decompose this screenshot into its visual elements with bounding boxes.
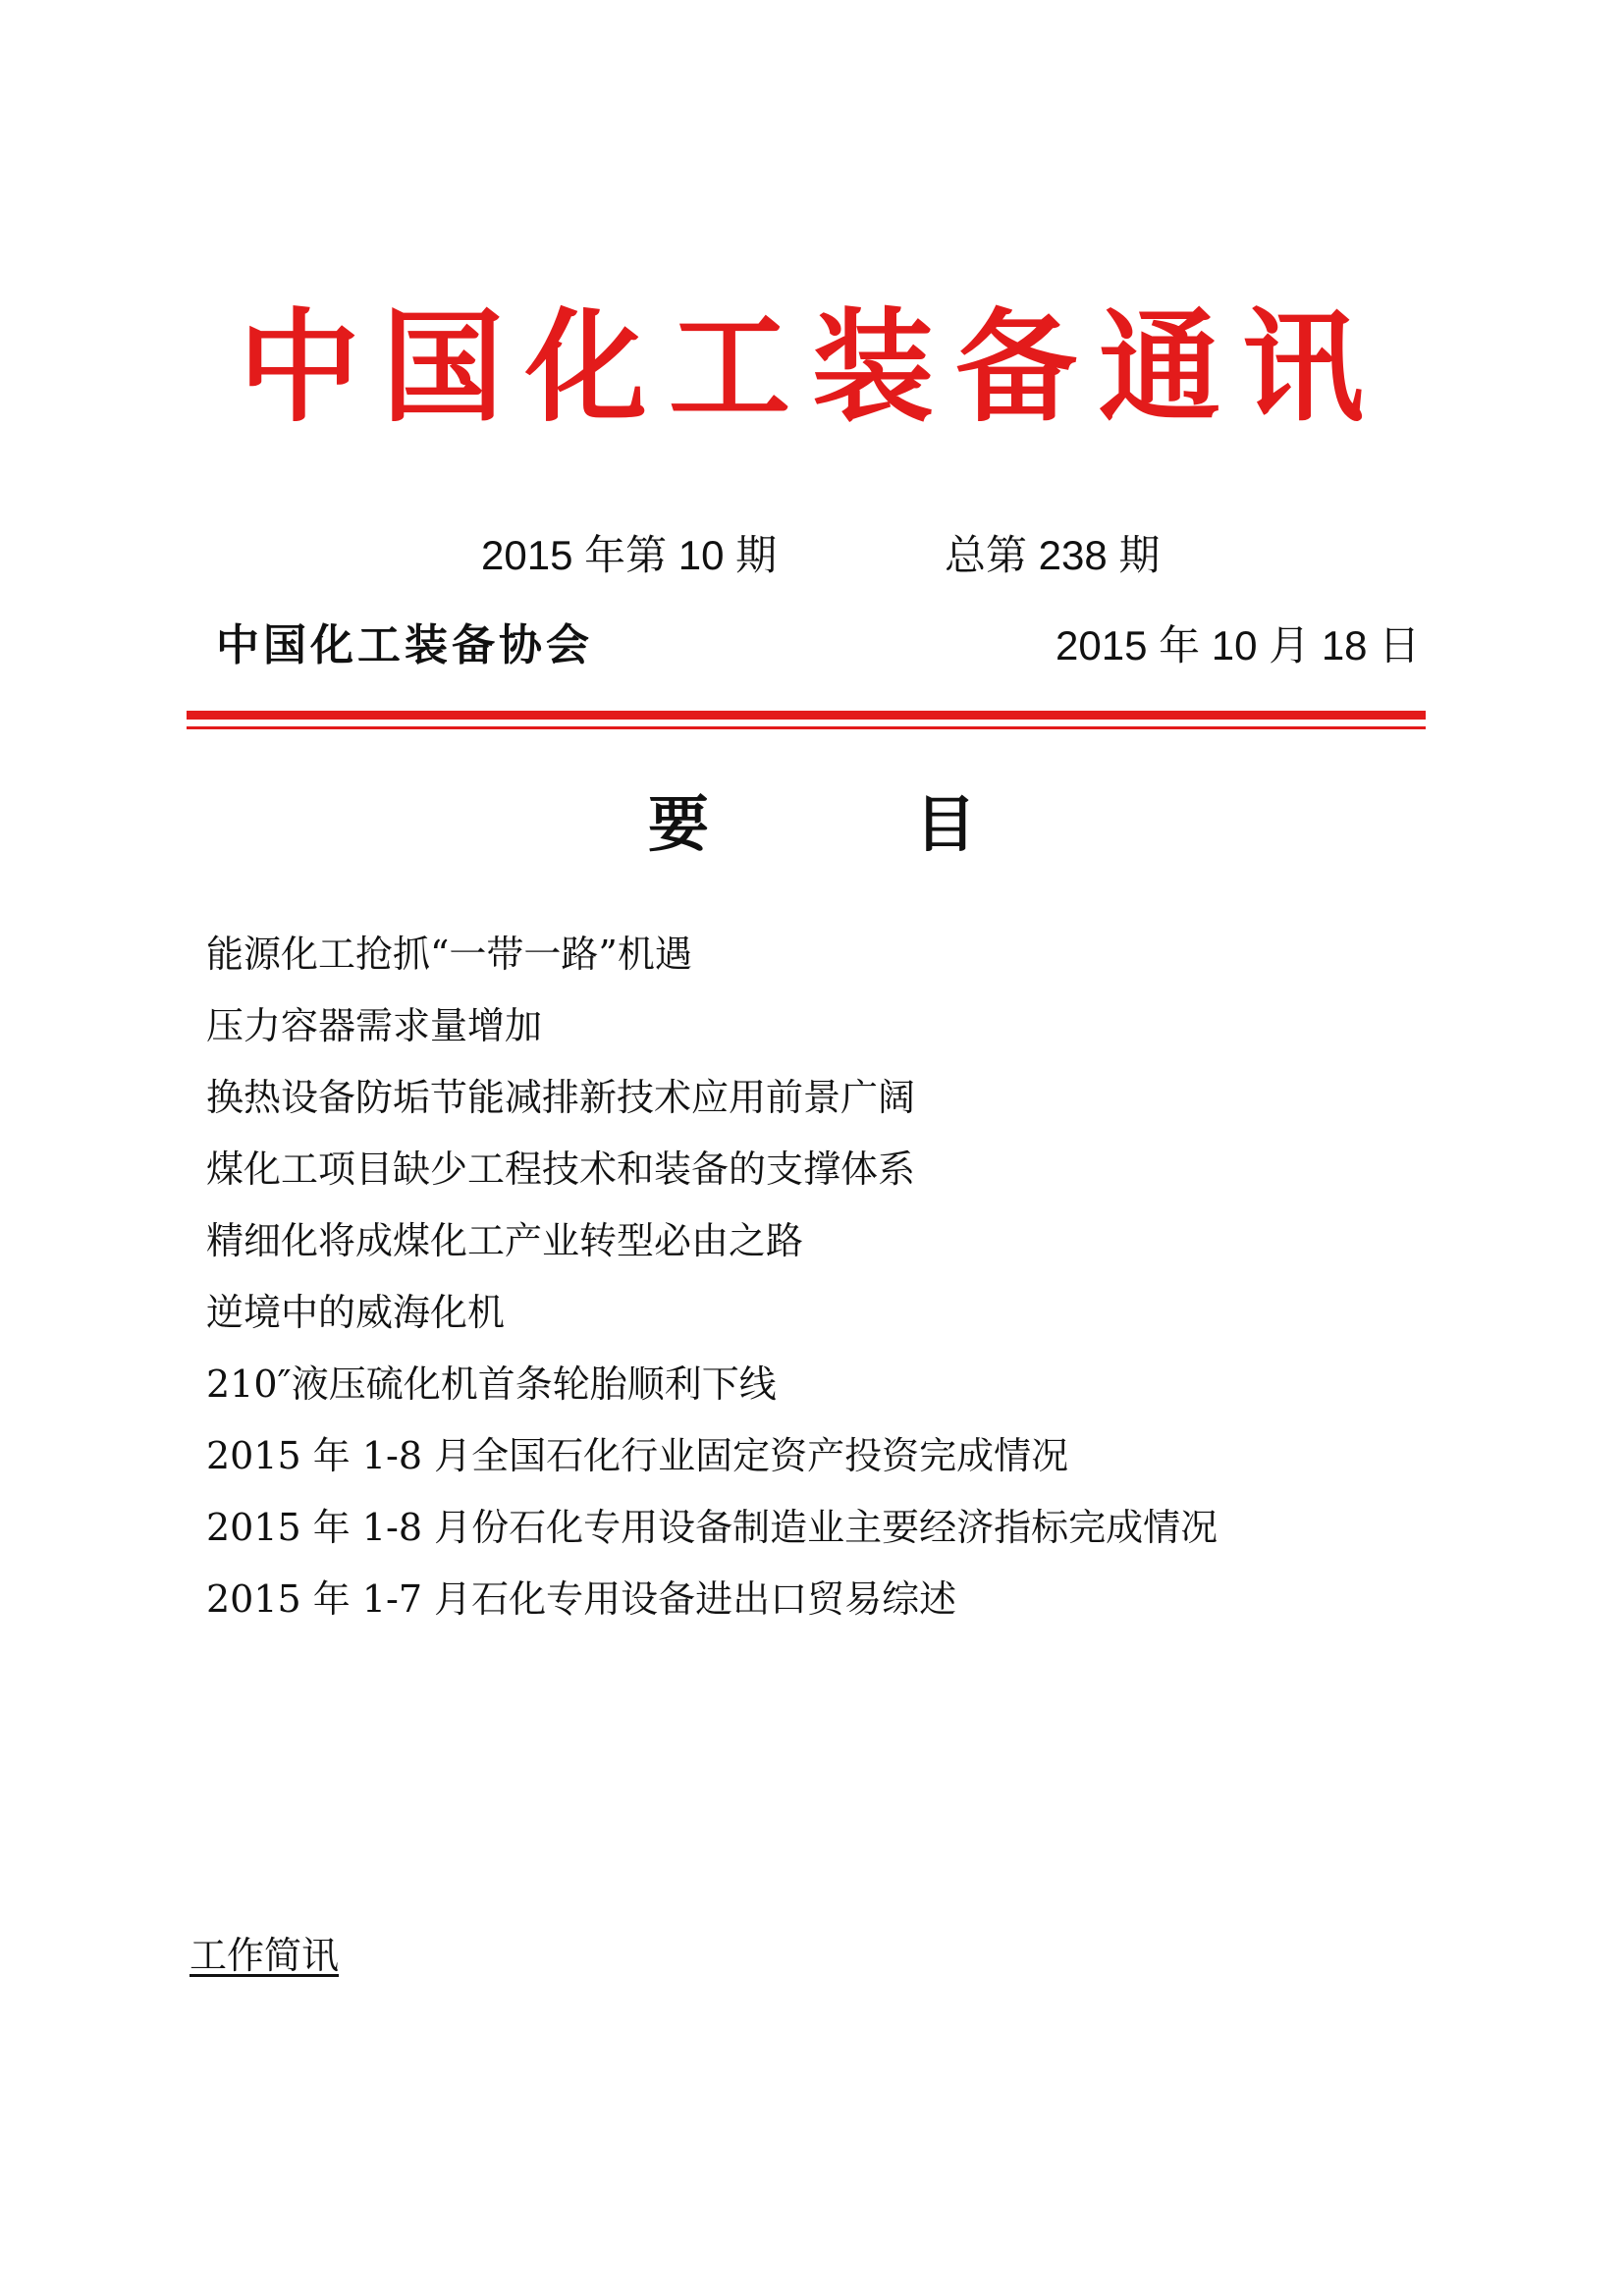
header-divider-thick — [187, 711, 1426, 720]
contents-item: 压力容器需求量增加 — [206, 1004, 543, 1047]
issue-date: 2015 年 10 月 18 日 — [1056, 622, 1421, 668]
header-divider-thin — [187, 726, 1426, 729]
section-label: 工作简讯 — [189, 1934, 340, 1977]
contents-item: 2015 年 1-8 月全国石化行业固定资产投资完成情况 — [206, 1434, 1069, 1477]
contents-list — [206, 925, 1218, 1641]
organization-name: 中国化工装备协会 — [216, 620, 593, 670]
masthead-title: 中国化工装备通讯 — [238, 296, 1385, 439]
total-issue-number: 总第 238 期 — [945, 532, 1161, 578]
contents-item: 逆境中的威海化机 — [206, 1291, 506, 1334]
contents-item: 210″液压硫化机首条轮胎顺利下线 — [206, 1362, 777, 1406]
contents-item: 换热设备防垢节能减排新技术应用前景广阔 — [206, 1076, 916, 1119]
contents-item: 煤化工项目缺少工程技术和装备的支撑体系 — [206, 1148, 916, 1191]
contents-item: 能源化工抢抓“一带一路”机遇 — [206, 933, 692, 976]
contents-item: 2015 年 1-7 月石化专用设备进出口贸易综述 — [206, 1577, 957, 1621]
contents-item: 精细化将成煤化工产业转型必由之路 — [206, 1219, 804, 1262]
contents-heading: 要目 — [647, 788, 1182, 860]
issue-number: 2015 年第 10 期 — [481, 532, 778, 578]
contents-item: 2015 年 1-8 月份石化专用设备制造业主要经济指标完成情况 — [206, 1506, 1218, 1549]
